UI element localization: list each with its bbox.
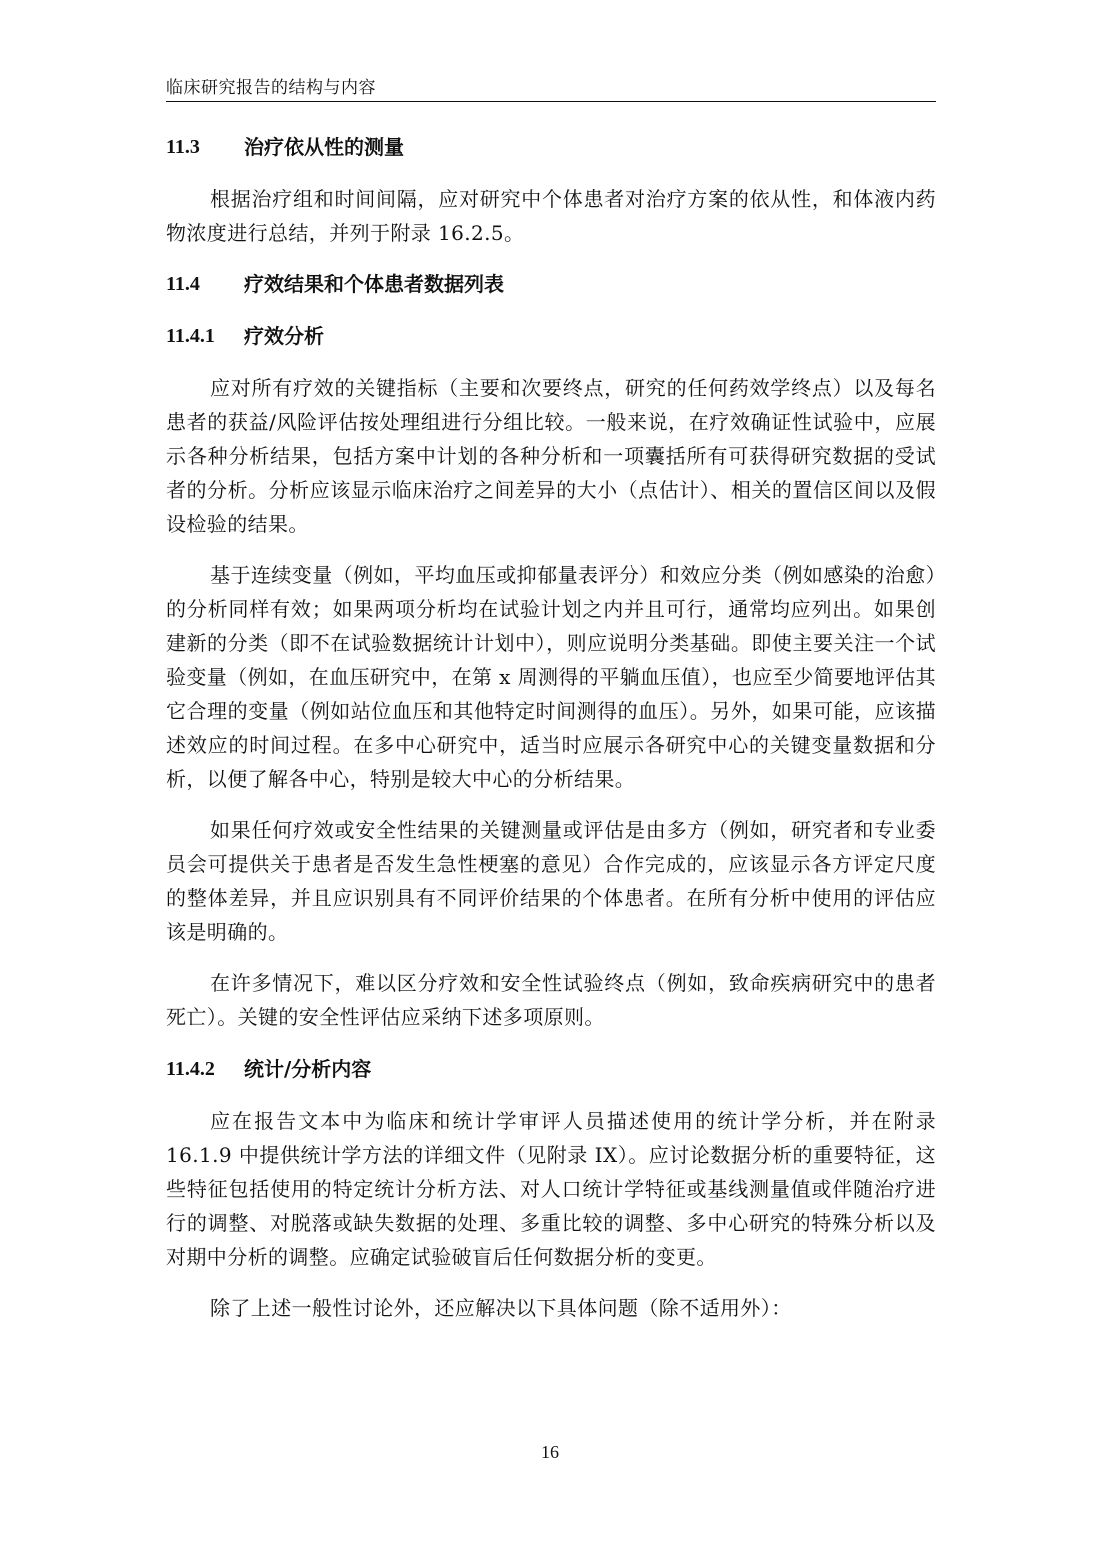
- section-number: 11.4: [166, 273, 200, 295]
- page-number: 16: [541, 1442, 559, 1462]
- section-number: 11.3: [166, 136, 200, 158]
- paragraph-statistical-analysis: 应在报告文本中为临床和统计学审评人员描述使用的统计学分析，并在附录 16.1.9 中提供统计学方法的详细文件（见附录 IX）。应讨论数据分析的重要特征，这些特征包括使用的特定统计分析方法、对人口统计学特征或基线测量值或伴随治疗进行的调整、对脱落或缺失数据的处理、多重比较的调整、多中心研究的特殊分析以及对期中分析的调整。应确定试验破盲后任何数据分析的变更。: [166, 1109, 936, 1269]
- paragraph-adherence: 根据治疗组和时间间隔，应对研究中个体患者对治疗方案的依从性，和体液内药物浓度进行总结，并列于附录 16.2.5。: [166, 187, 936, 245]
- section-heading-11-3: [166, 130, 936, 164]
- section-heading-11-4: [166, 267, 936, 301]
- paragraph-efficacy-analysis: 应对所有疗效的关键指标（主要和次要终点，研究的任何药效学终点）以及每名患者的获益/风险评估按处理组进行分组比较。一般来说，在疗效确证性试验中，应展示各种分析结果，包括方案中计划的各种分析和一项囊括所有可获得研究数据的受试者的分析。分析应该显示临床治疗之间差异的大小（点估计）、相关的置信区间以及假设检验的结果。: [166, 376, 936, 536]
- section-title: 疗效分析: [244, 324, 324, 348]
- section-number: 11.4.1: [166, 325, 215, 347]
- page-content: [166, 130, 936, 1325]
- header-rule: [166, 101, 936, 102]
- section-number: 11.4.2: [166, 1058, 215, 1080]
- paragraph-specific-issues: 除了上述一般性讨论外，还应解决以下具体问题（除不适用外）：: [210, 1296, 792, 1320]
- section-heading-11-4-2: [166, 1052, 936, 1086]
- paragraph-multiple-assessors: 如果任何疗效或安全性结果的关键测量或评估是由多方（例如，研究者和专业委员会可提供关于患者是否发生急性梗塞的意见）合作完成的，应该显示各方评定尺度的整体差异，并且应识别具有不同评价结果的个体患者。在所有分析中使用的评估应该是明确的。: [166, 818, 936, 944]
- section-title: 疗效结果和个体患者数据列表: [244, 272, 504, 296]
- section-title: 统计/分析内容: [244, 1057, 372, 1081]
- paragraph-continuous-variables: 基于连续变量（例如，平均血压或抑郁量表评分）和效应分类（例如感染的治愈）的分析同样有效；如果两项分析均在试验计划之内并且可行，通常均应列出。如果创建新的分类（即不在试验数据统计计划中），则应说明分类基础。即使主要关注一个试验变量（例如，在血压研究中，在第 x 周测得的平躺血压值），也应至少简要地评估其它合理的变量（例如站位血压和其他特定时间测得的血压）。另外，如果可能，应该描述效应的时间过程。在多中心研究中，适当时应展示各研究中心的关键变量数据和分析，以便了解各中心，特别是较大中心的分析结果。: [166, 563, 936, 791]
- section-title: 治疗依从性的测量: [244, 135, 404, 159]
- paragraph-safety-endpoints: 在许多情况下，难以区分疗效和安全性试验终点（例如，致命疾病研究中的患者死亡）。关键的安全性评估应采纳下述多项原则。: [166, 971, 936, 1029]
- section-heading-11-4-1: [166, 319, 936, 353]
- running-header: 临床研究报告的结构与内容: [166, 78, 376, 98]
